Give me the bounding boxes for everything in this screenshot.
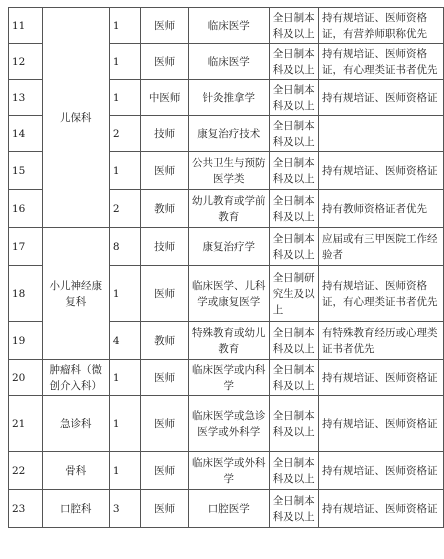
headcount-cell: 1 <box>109 266 141 322</box>
requirement-cell: 持有规培证、医师资格证 <box>319 360 444 396</box>
post-cell: 医师 <box>141 396 188 452</box>
requirement-cell: 持有教师资格证者优先 <box>319 190 444 228</box>
education-cell: 全日制本科及以上 <box>269 44 318 80</box>
row-number: 17 <box>9 228 43 266</box>
headcount-cell: 2 <box>109 116 141 152</box>
department-cell: 肿瘤科（微创介入科） <box>42 360 109 396</box>
major-cell: 特殊教育或幼儿教育 <box>188 322 269 360</box>
education-cell: 全日制本科及以上 <box>269 190 318 228</box>
major-cell: 公共卫生与预防医学类 <box>188 152 269 190</box>
requirement-cell: 持有规培证、医师资格证 <box>319 152 444 190</box>
department-cell: 小儿神经康复科 <box>42 228 109 360</box>
headcount-cell: 1 <box>109 396 141 452</box>
post-cell: 教师 <box>141 190 188 228</box>
table-row <box>9 8 444 44</box>
education-cell: 全日制本科及以上 <box>269 152 318 190</box>
headcount-cell: 3 <box>109 490 141 528</box>
education-cell: 全日制本科及以上 <box>269 116 318 152</box>
headcount-cell: 1 <box>109 152 141 190</box>
major-cell: 康复治疗学 <box>188 228 269 266</box>
major-cell: 幼儿教育或学前教育 <box>188 190 269 228</box>
department-cell: 儿保科 <box>42 8 109 228</box>
education-cell: 全日制本科及以上 <box>269 360 318 396</box>
post-cell: 教师 <box>141 322 188 360</box>
major-cell: 临床医学、儿科学或康复医学 <box>188 266 269 322</box>
major-cell: 针灸推拿学 <box>188 80 269 116</box>
post-cell: 医师 <box>141 152 188 190</box>
table-row <box>9 396 444 452</box>
row-number: 11 <box>9 8 43 44</box>
row-number: 12 <box>9 44 43 80</box>
major-cell: 康复治疗技术 <box>188 116 269 152</box>
headcount-cell: 1 <box>109 360 141 396</box>
requirement-cell: 持有规培证、医师资格证 <box>319 490 444 528</box>
headcount-cell: 1 <box>109 44 141 80</box>
education-cell: 全日制研究生及以上 <box>269 266 318 322</box>
post-cell: 医师 <box>141 452 188 490</box>
major-cell: 临床医学或外科学 <box>188 452 269 490</box>
post-cell: 医师 <box>141 360 188 396</box>
major-cell: 临床医学 <box>188 8 269 44</box>
post-cell: 医师 <box>141 266 188 322</box>
headcount-cell: 1 <box>109 452 141 490</box>
row-number: 20 <box>9 360 43 396</box>
post-cell: 技师 <box>141 116 188 152</box>
education-cell: 全日制本科及以上 <box>269 228 318 266</box>
education-cell: 全日制本科及以上 <box>269 396 318 452</box>
headcount-cell: 1 <box>109 8 141 44</box>
requirement-cell <box>319 116 444 152</box>
table-row <box>9 360 444 396</box>
headcount-cell: 8 <box>109 228 141 266</box>
post-cell: 中医师 <box>141 80 188 116</box>
post-cell: 医师 <box>141 8 188 44</box>
recruitment-table <box>8 7 444 528</box>
post-cell: 医师 <box>141 44 188 80</box>
education-cell: 全日制本科及以上 <box>269 8 318 44</box>
row-number: 19 <box>9 322 43 360</box>
requirement-cell: 持有规培证、医师资格证 <box>319 452 444 490</box>
headcount-cell: 2 <box>109 190 141 228</box>
department-cell: 骨科 <box>42 452 109 490</box>
row-number: 23 <box>9 490 43 528</box>
requirement-cell: 有特殊教育经历或心理类证书者优先 <box>319 322 444 360</box>
table-row <box>9 490 444 528</box>
table-row <box>9 452 444 490</box>
row-number: 15 <box>9 152 43 190</box>
requirement-cell: 持有规培证、医师资格证，有心理类证书者优先 <box>319 266 444 322</box>
requirement-cell: 应届或有三甲医院工作经验者 <box>319 228 444 266</box>
education-cell: 全日制本科及以上 <box>269 490 318 528</box>
row-number: 18 <box>9 266 43 322</box>
row-number: 13 <box>9 80 43 116</box>
headcount-cell: 4 <box>109 322 141 360</box>
requirement-cell: 持有规培证、医师资格证 <box>319 80 444 116</box>
major-cell: 临床医学 <box>188 44 269 80</box>
education-cell: 全日制本科及以上 <box>269 452 318 490</box>
department-cell: 急诊科 <box>42 396 109 452</box>
requirement-cell: 持有规培证、医师资格证 <box>319 396 444 452</box>
headcount-cell: 1 <box>109 80 141 116</box>
department-cell: 口腔科 <box>42 490 109 528</box>
requirement-cell: 持有规培证、医师资格证，有营养师职称优先 <box>319 8 444 44</box>
major-cell: 临床医学或急诊医学或外科学 <box>188 396 269 452</box>
post-cell: 技师 <box>141 228 188 266</box>
major-cell: 口腔医学 <box>188 490 269 528</box>
education-cell: 全日制本科及以上 <box>269 322 318 360</box>
major-cell: 临床医学或内科学 <box>188 360 269 396</box>
row-number: 14 <box>9 116 43 152</box>
education-cell: 全日制本科及以上 <box>269 80 318 116</box>
row-number: 22 <box>9 452 43 490</box>
post-cell: 医师 <box>141 490 188 528</box>
row-number: 21 <box>9 396 43 452</box>
row-number: 16 <box>9 190 43 228</box>
table-row <box>9 228 444 266</box>
requirement-cell: 持有规培证、医师资格证，有心理类证书者优先 <box>319 44 444 80</box>
